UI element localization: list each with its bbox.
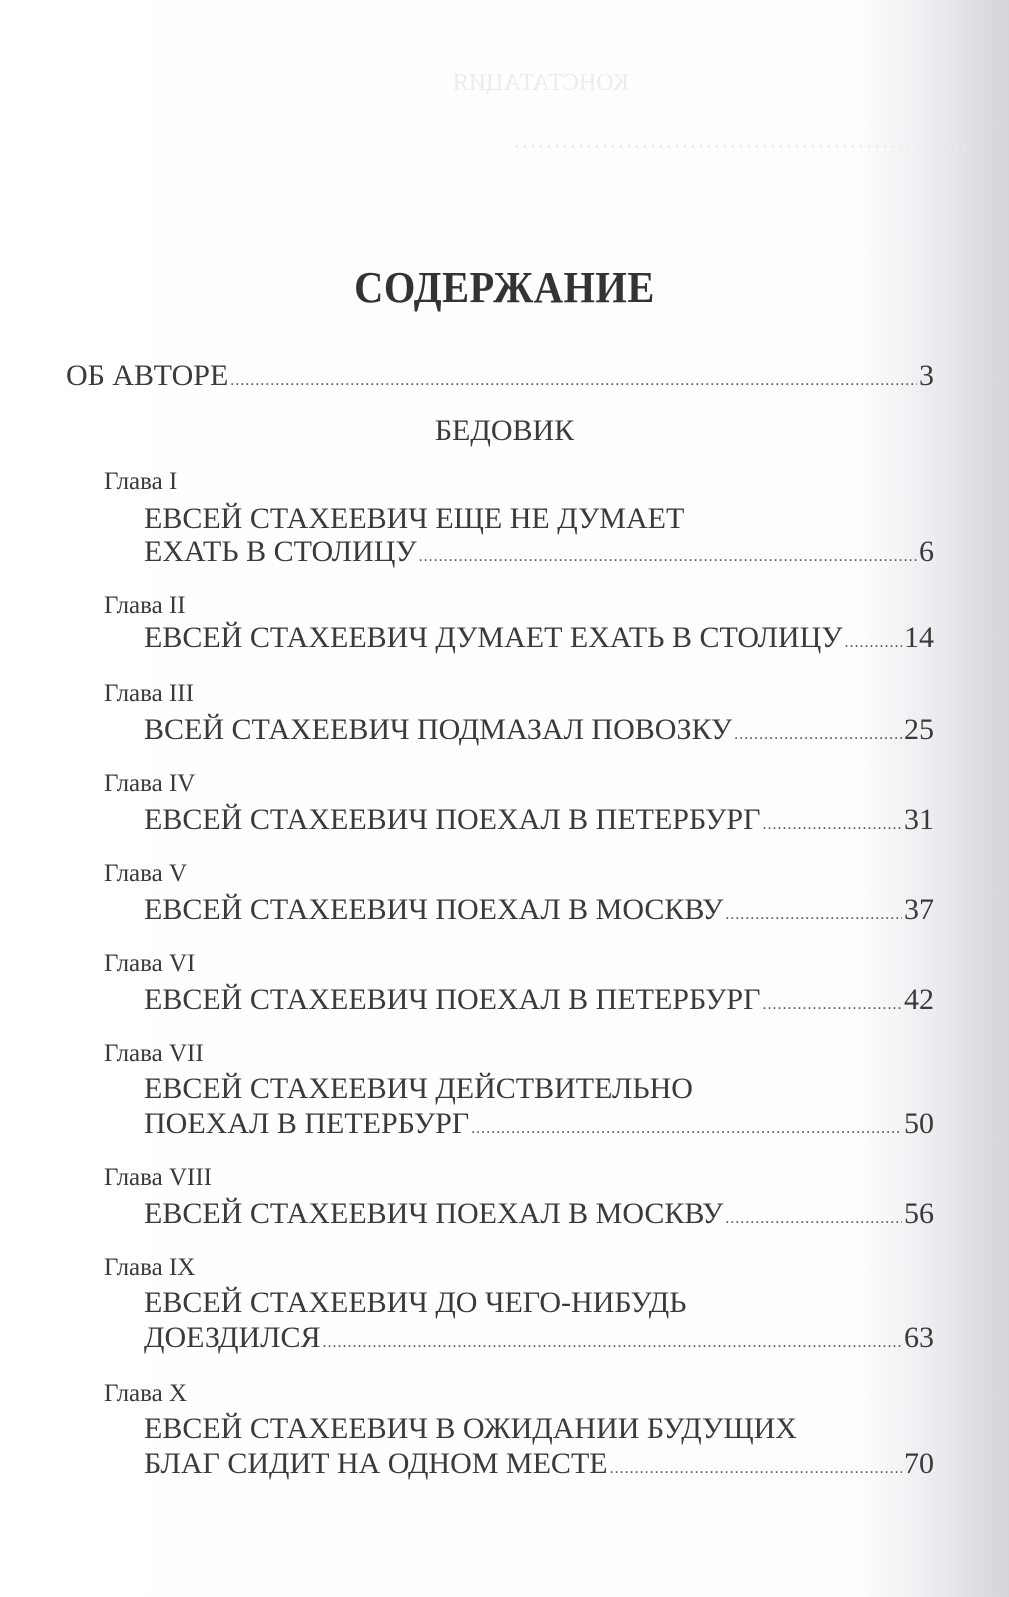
section-title: БЕДОВИК <box>434 414 575 447</box>
leader-dots <box>734 717 902 753</box>
chapter-title-line1: ЕВСЕЙ СТАХЕЕВИЧ ЕЩЕ НЕ ДУМАЕТ <box>144 502 685 535</box>
chapter-label: Глава X <box>104 1380 188 1407</box>
chapter-title: ЕВСЕЙ СТАХЕЕВИЧ ПОЕХАЛ В ПЕТЕРБУРГ <box>144 803 761 836</box>
page-title: СОДЕРЖАНИЕ <box>354 263 655 312</box>
chapter-label: Глава II <box>104 592 186 619</box>
chapter-title: ЕВСЕЙ СТАХЕЕВИЧ ПОЕХАЛ В ПЕТЕРБУРГ <box>144 983 761 1016</box>
leader-dots <box>762 807 902 843</box>
chapter-label: Глава VII <box>104 1040 204 1067</box>
toc-entry-chapter-5 <box>144 892 934 933</box>
chapter-title-line1: ЕВСЕЙ СТАХЕЕВИЧ ДЕЙСТВИТЕЛЬНО <box>144 1072 693 1105</box>
toc-entry-title: ОБ АВТОРЕ <box>66 359 229 392</box>
leader-dots <box>323 1325 902 1361</box>
leader-dots <box>610 1451 902 1487</box>
toc-entry-chapter-1 <box>144 534 934 575</box>
book-page: КОНСТАТАЦИЯ ………………………………………………… СОДЕРЖАНИЕ ОБ АВТОРЕ ..... 3 БЕДОВИК Глава I ЕВСЕЙ СТАХЕЕВИЧ ЕЩЕ НЕ ДУМАЕТ ЕХАТЬ В СТОЛИЦУ ..... 6 Глава II ЕВСЕЙ СТАХЕЕВИЧ ДУМАЕТ ЕХАТЬ В СТОЛИЦУ ..... 14 Глава III ВСЕЙ СТАХЕЕВИЧ ПОДМАЗАЛ ПОВОЗКУ ..... 25 Глава IV ЕВСЕЙ СТАХЕЕВИЧ ПОЕХАЛ В ПЕТЕРБУРГ ..... 31 Глава V ЕВСЕЙ СТАХЕЕВИЧ ПОЕХАЛ В МОСКВУ ..... 37 Глава VI ЕВСЕЙ СТАХЕЕВИЧ ПОЕХАЛ В ПЕТЕРБУРГ ..... 42 Глава VII ЕВСЕЙ СТАХЕЕВИЧ ДЕЙСТВИТЕЛЬНО ПОЕХАЛ В ПЕТЕРБУРГ ..... 50 Глава VIII ЕВСЕЙ СТАХЕЕВИЧ ПОЕХАЛ В МОСКВУ ..... 56 Глава IX ЕВСЕЙ СТАХЕЕВИЧ ДО ЧЕГО-НИБУДЬ ДОЕЗДИЛСЯ ..... 63 Глава X ЕВСЕЙ СТАХЕЕВИЧ В ОЖИДАНИИ БУДУЩИХ БЛАГ СИДИТ НА ОДНОМ МЕСТЕ ..... 70 <box>0 0 1009 1597</box>
leader-dots <box>845 625 903 661</box>
leader-dots <box>419 539 917 575</box>
toc-page-number: 37 <box>904 893 934 926</box>
chapter-title-line2: ПОЕХАЛ В ПЕТЕРБУРГ <box>144 1107 470 1140</box>
chapter-title: ЕВСЕЙ СТАХЕЕВИЧ ДУМАЕТ ЕХАТЬ В СТОЛИЦУ <box>144 621 843 654</box>
toc-entry-chapter-3 <box>144 712 934 753</box>
toc-page-number: 3 <box>919 359 934 392</box>
chapter-title: ЕВСЕЙ СТАХЕЕВИЧ ПОЕХАЛ В МОСКВУ <box>144 893 724 926</box>
toc-page-number: 50 <box>904 1107 934 1140</box>
chapter-label: Глава V <box>104 860 188 887</box>
chapter-title-line2: ЕХАТЬ В СТОЛИЦУ <box>144 535 417 568</box>
toc-page-number: 25 <box>904 713 934 746</box>
chapter-title: ВСЕЙ СТАХЕЕВИЧ ПОДМАЗАЛ ПОВОЗКУ <box>144 713 733 746</box>
toc-page-number: 42 <box>904 983 934 1016</box>
toc-entry-chapter-4 <box>144 802 934 843</box>
toc-entry-chapter-9 <box>144 1320 934 1361</box>
toc-page-number: 6 <box>919 535 934 568</box>
leader-dots <box>725 1201 902 1237</box>
chapter-label: Глава IV <box>104 770 196 797</box>
toc-page-number: 14 <box>904 621 934 654</box>
chapter-title-line2: ДОЕЗДИЛСЯ <box>144 1321 321 1354</box>
leader-dots <box>230 363 917 399</box>
toc-page-number: 63 <box>904 1321 934 1354</box>
toc-entry-about-author <box>66 358 934 399</box>
toc-entry-chapter-6 <box>144 982 934 1023</box>
chapter-label: Глава VIII <box>104 1164 212 1191</box>
toc-entry-chapter-8 <box>144 1196 934 1237</box>
toc-entry-chapter-10 <box>144 1446 934 1487</box>
chapter-label: Глава IX <box>104 1254 196 1281</box>
chapter-label: Глава VI <box>104 950 196 977</box>
leader-dots <box>762 987 902 1023</box>
chapter-title-line1: ЕВСЕЙ СТАХЕЕВИЧ В ОЖИДАНИИ БУДУЩИХ <box>144 1412 797 1445</box>
toc-page-number: 56 <box>904 1197 934 1230</box>
toc-page-number: 70 <box>904 1447 934 1480</box>
leader-dots <box>471 1111 902 1147</box>
chapter-title-line1: ЕВСЕЙ СТАХЕЕВИЧ ДО ЧЕГО-НИБУДЬ <box>144 1286 687 1319</box>
chapter-label: Глава I <box>104 468 178 495</box>
chapter-title: ЕВСЕЙ СТАХЕЕВИЧ ПОЕХАЛ В МОСКВУ <box>144 1197 724 1230</box>
toc-entry-chapter-7 <box>144 1106 934 1147</box>
chapter-title-line2: БЛАГ СИДИТ НА ОДНОМ МЕСТЕ <box>144 1447 608 1480</box>
toc-page-number: 31 <box>904 803 934 836</box>
toc-entry-chapter-2 <box>144 620 934 661</box>
leader-dots <box>725 897 902 933</box>
chapter-label: Глава III <box>104 680 194 707</box>
